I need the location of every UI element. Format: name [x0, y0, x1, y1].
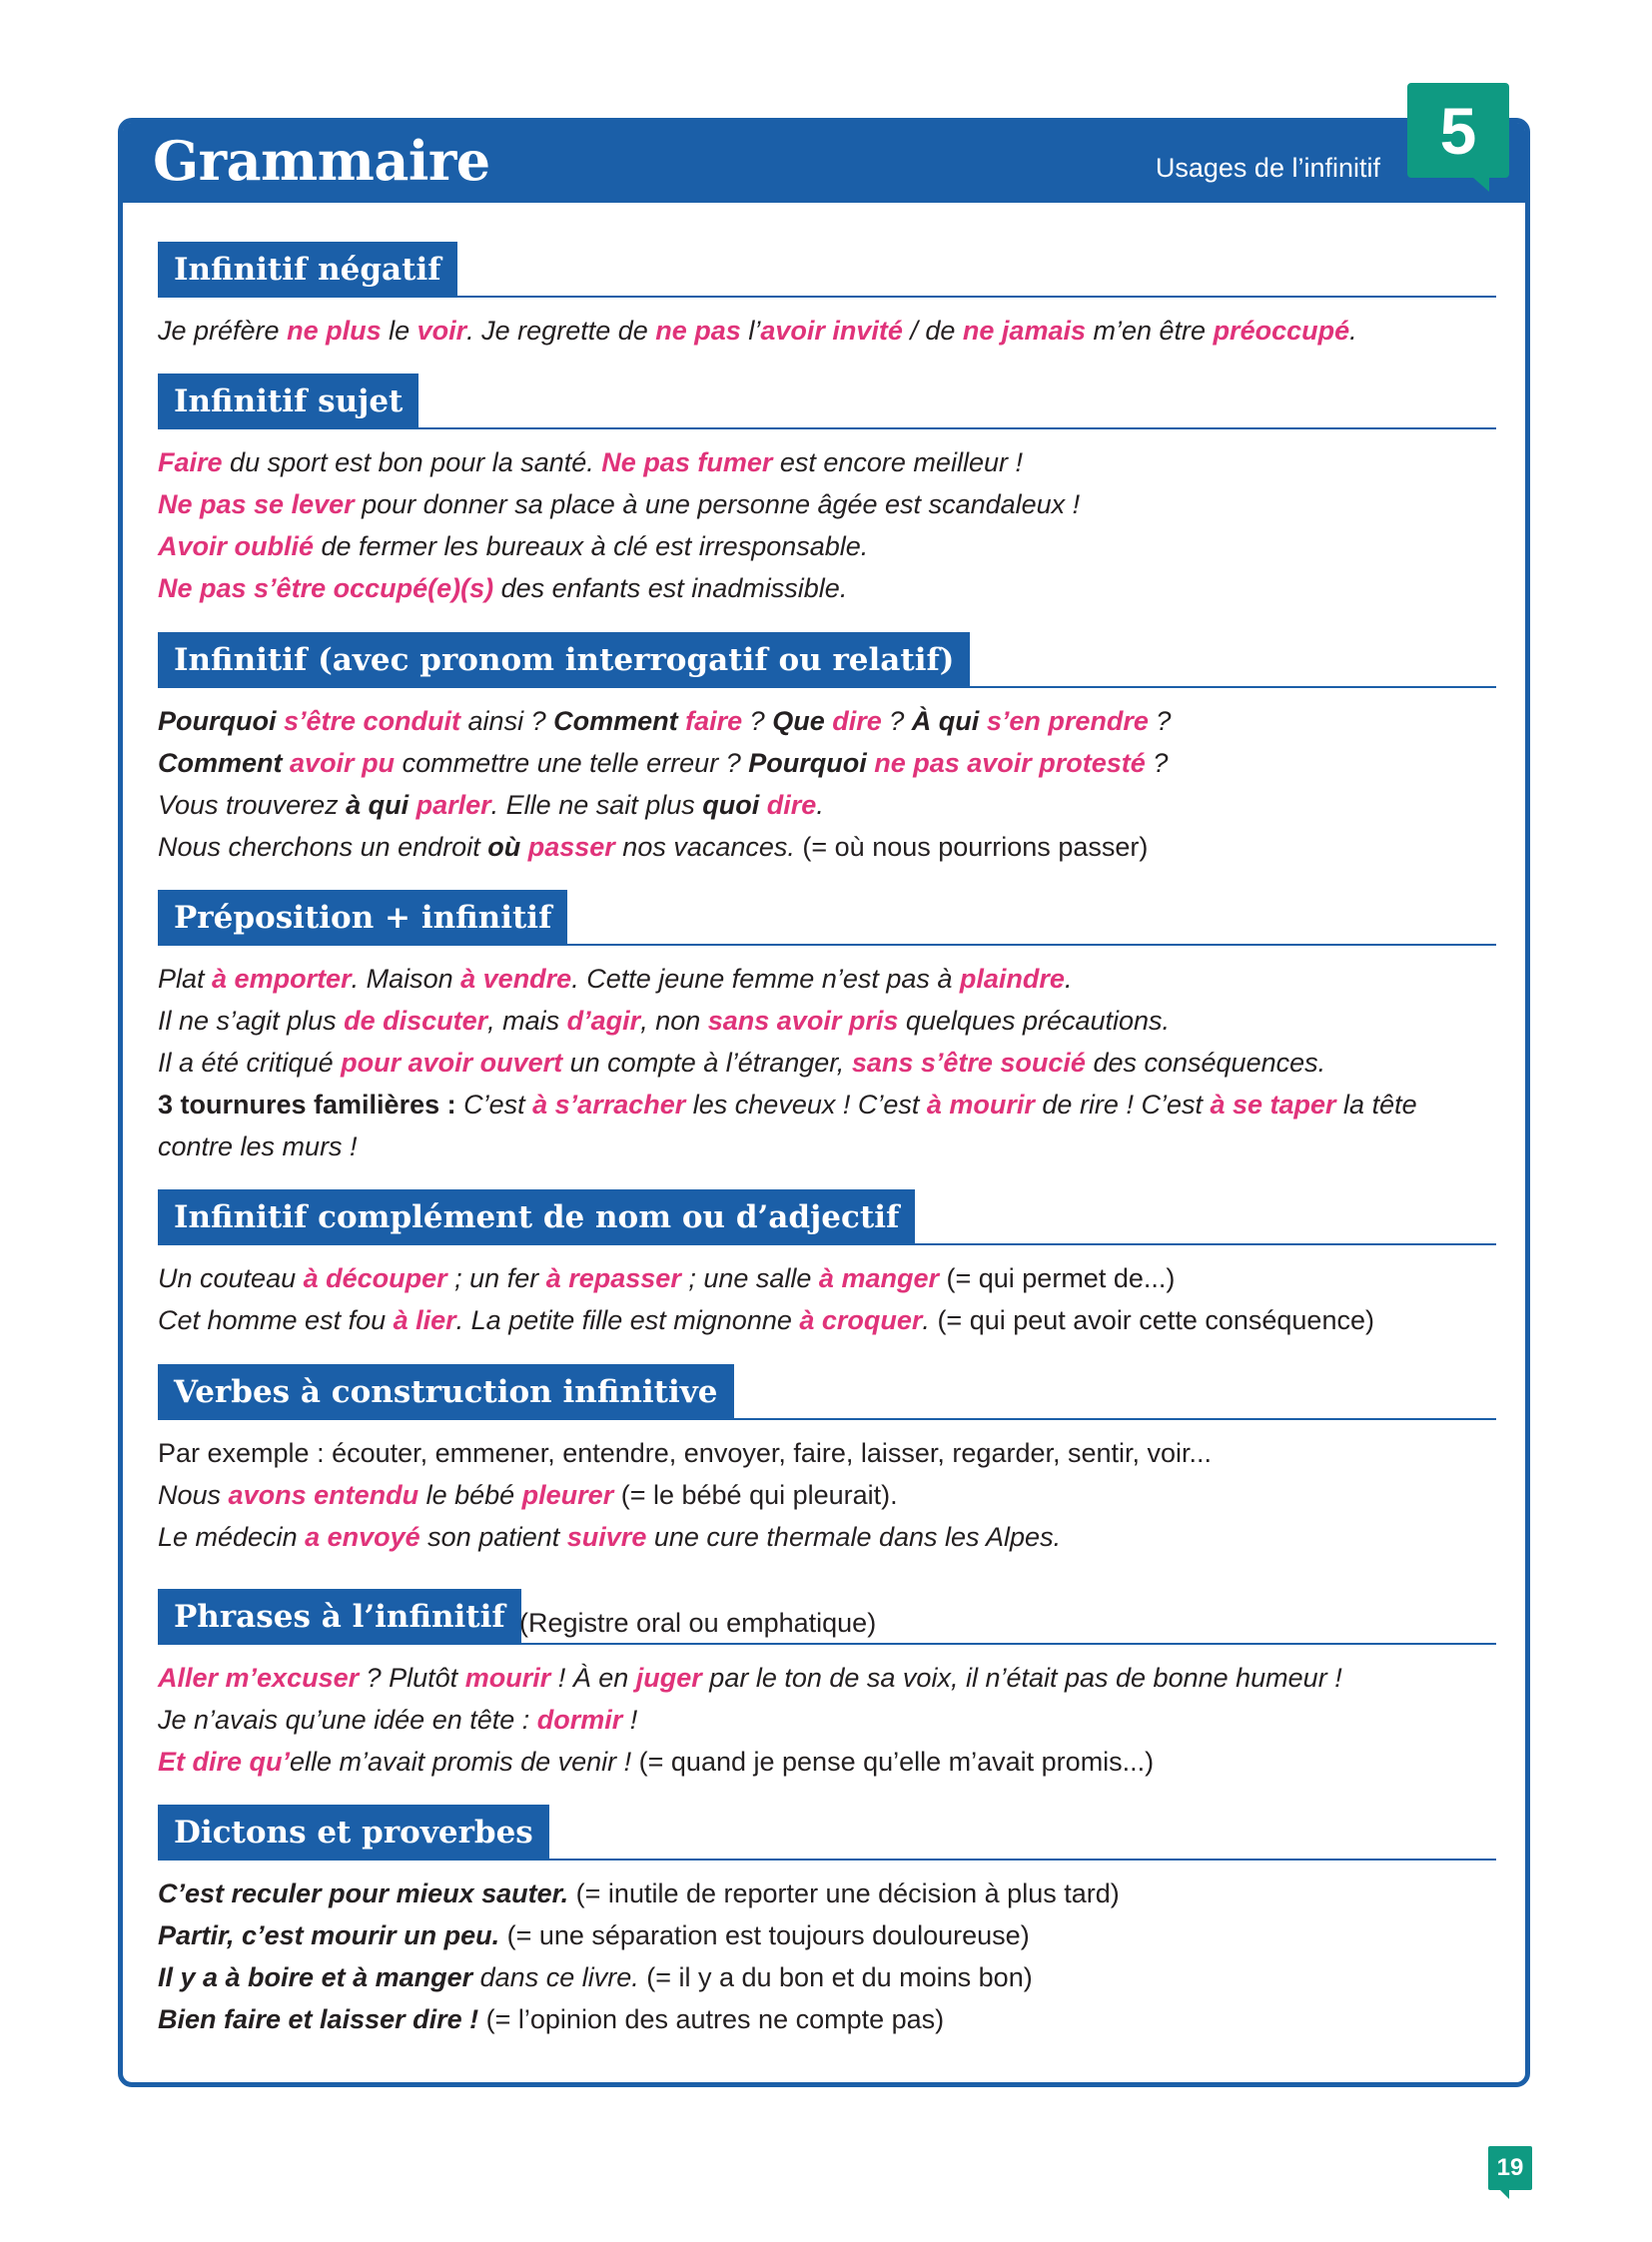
infinitive-highlight: juger — [635, 1663, 702, 1693]
infinitive-highlight: à mourir — [926, 1090, 1035, 1120]
text-segment — [678, 706, 686, 736]
text-segment: Que — [772, 706, 825, 736]
section-infinitif-pronom — [158, 632, 1496, 868]
infinitive-highlight: à manger — [818, 1263, 939, 1293]
section-complement-nom — [158, 1189, 1496, 1341]
infinitive-highlight: s’être conduit — [284, 706, 461, 736]
text-segment: C’est — [463, 1090, 533, 1120]
example-line — [158, 483, 1496, 525]
text-segment — [520, 832, 528, 862]
infinitive-highlight: ne jamais — [962, 316, 1086, 346]
infinitive-highlight: à emporter — [212, 964, 352, 994]
text-segment: Bien faire et laisser dire ! — [158, 2004, 479, 2034]
example-line — [158, 1956, 1496, 1998]
example-line — [158, 567, 1496, 609]
section-title: Infinitif sujet — [158, 374, 418, 429]
text-segment: . — [922, 1305, 938, 1335]
text-segment — [939, 1263, 947, 1293]
page-number: 19 — [1488, 2146, 1532, 2190]
infinitive-highlight: pleurer — [521, 1480, 614, 1510]
section-title: Infinitif complément de nom ou d’adjectif — [158, 1189, 915, 1245]
text-segment: à qui — [346, 790, 410, 820]
example-line — [158, 310, 1496, 352]
infinitive-highlight: dormir — [536, 1705, 623, 1735]
infinitive-highlight: à repasser — [545, 1263, 681, 1293]
section-preposition-infinitif — [158, 890, 1496, 1167]
text-segment: Pourquoi — [158, 706, 277, 736]
text-segment: , mais — [487, 1006, 567, 1036]
text-segment: une cure thermale dans les Alpes. — [646, 1522, 1062, 1552]
example-line — [158, 1257, 1496, 1299]
example-line — [158, 1000, 1496, 1042]
text-segment: Cet homme est fou — [158, 1305, 394, 1335]
text-segment: . — [1064, 964, 1073, 994]
text-segment: nos vacances. — [614, 832, 803, 862]
text-segment: , non — [640, 1006, 708, 1036]
section-dictons-proverbes — [158, 1805, 1496, 2040]
example-line — [158, 958, 1496, 1000]
text-segment: . Elle ne sait plus — [490, 790, 703, 820]
infinitive-highlight: dire — [832, 706, 882, 736]
infinitive-highlight: sans avoir pris — [707, 1006, 899, 1036]
text-segment: les cheveux ! C’est — [685, 1090, 927, 1120]
text-segment: (= une séparation est toujours douloureuse) — [499, 1920, 1030, 1950]
text-segment: . Cette jeune femme n’est pas à — [571, 964, 960, 994]
text-segment: (= il y a du bon et du moins bon) — [646, 1962, 1033, 1992]
infinitive-highlight: a envoyé — [305, 1522, 420, 1552]
example-line — [158, 1299, 1496, 1341]
text-segment: Je préfère — [158, 316, 288, 346]
text-segment: Par exemple : écouter, emmener, entendre, envoyer, faire, laisser, regarder, sentir, voir... — [158, 1438, 1213, 1468]
infinitive-highlight: mourir — [464, 1663, 551, 1693]
section-infinitif-negatif — [158, 242, 1496, 352]
text-segment: le — [381, 316, 417, 346]
section-note: (Registre oral ou emphatique) — [519, 1608, 877, 1638]
infinitive-highlight: de discuter — [344, 1006, 488, 1036]
infinitive-highlight: ne pas — [655, 316, 741, 346]
infinitive-highlight: à croquer — [799, 1305, 923, 1335]
text-segment: . — [816, 790, 824, 820]
text-segment: À qui — [911, 706, 980, 736]
infinitive-highlight: Et dire qu’ — [158, 1747, 291, 1777]
text-segment: (= inutile de reporter une décision à plus tard) — [568, 1878, 1120, 1908]
infinitive-highlight: Ne pas se lever — [158, 489, 355, 519]
text-segment: elle m’avait promis de venir ! — [290, 1747, 639, 1777]
infinitive-highlight: Avoir oublié — [158, 531, 315, 561]
infinitive-highlight: pour avoir ouvert — [341, 1048, 563, 1078]
text-segment — [409, 790, 416, 820]
text-segment — [979, 706, 987, 736]
infinitive-highlight: sans s’être soucié — [851, 1048, 1086, 1078]
text-segment: des enfants est inadmissible. — [493, 573, 848, 603]
infinitive-highlight: Faire — [158, 447, 223, 477]
text-segment: Pourquoi — [748, 748, 867, 778]
text-segment: pour donner sa place à une personne âgée est scandaleux ! — [354, 489, 1081, 519]
text-segment: ? — [881, 706, 912, 736]
example-line — [158, 1474, 1496, 1516]
text-segment — [613, 1480, 621, 1510]
example-line — [158, 1084, 1496, 1167]
infinitive-highlight: à se taper — [1210, 1090, 1336, 1120]
text-segment: ? — [742, 706, 773, 736]
example-line — [158, 1516, 1496, 1558]
infinitive-highlight: avons entendu — [228, 1480, 419, 1510]
text-segment: (= où nous pourrions passer) — [802, 832, 1149, 862]
infinitive-highlight: passer — [527, 832, 615, 862]
example-line — [158, 441, 1496, 483]
text-segment: Comment — [158, 748, 283, 778]
text-segment: Partir, c’est mourir un peu. — [158, 1920, 500, 1950]
infinitive-highlight: d’agir — [566, 1006, 641, 1036]
infinitive-highlight: à vendre — [460, 964, 572, 994]
infinitive-highlight: plaindre — [959, 964, 1065, 994]
text-segment: des conséquences. — [1085, 1048, 1326, 1078]
section-phrases-infinitif — [158, 1589, 1496, 1783]
text-segment: . — [1349, 316, 1357, 346]
example-line — [158, 742, 1496, 784]
infinitive-highlight: suivre — [566, 1522, 647, 1552]
text-segment: quoi — [702, 790, 760, 820]
text-segment: ? — [1148, 706, 1172, 736]
text-segment — [759, 790, 767, 820]
example-line — [158, 1741, 1496, 1783]
text-segment: m’en être — [1086, 316, 1214, 346]
example-line — [158, 1699, 1496, 1741]
text-segment: Nous — [158, 1480, 229, 1510]
infinitive-highlight: s’en prendre — [986, 706, 1149, 736]
text-segment: son patient — [419, 1522, 567, 1552]
example-line — [158, 784, 1496, 826]
example-line — [158, 1998, 1496, 2040]
text-segment: un compte à l’étranger, — [562, 1048, 852, 1078]
text-segment: ? Plutôt — [359, 1663, 465, 1693]
infinitive-highlight: Aller m’excuser — [158, 1663, 360, 1693]
text-segment: commettre une telle erreur ? — [395, 748, 749, 778]
text-segment: ? — [1145, 748, 1169, 778]
text-segment: ! — [622, 1705, 638, 1735]
text-segment: (= le bébé qui pleurait). — [620, 1480, 898, 1510]
infinitive-highlight: avoir pu — [290, 748, 396, 778]
text-segment: de fermer les bureaux à clé est irresponsable. — [314, 531, 869, 561]
infinitive-highlight: préoccupé — [1213, 316, 1350, 346]
text-segment: Plat — [158, 964, 213, 994]
text-segment: Un couteau — [158, 1263, 304, 1293]
text-segment: le bébé — [418, 1480, 522, 1510]
text-segment: (= qui permet de...) — [946, 1263, 1176, 1293]
example-line — [158, 1914, 1496, 1956]
infinitive-highlight: parler — [415, 790, 491, 820]
text-segment: de rire ! C’est — [1034, 1090, 1211, 1120]
section-title: Verbes à construction infinitive — [158, 1364, 734, 1420]
text-segment: Comment — [553, 706, 678, 736]
infinitive-highlight: dire — [766, 790, 817, 820]
example-line — [158, 700, 1496, 742]
text-segment: (= quand je pense qu’elle m’avait promis...) — [638, 1747, 1155, 1777]
text-segment: . Je regrette de — [466, 316, 656, 346]
text-segment: l’ — [740, 316, 761, 346]
text-segment: Il y a à boire et à manger — [158, 1962, 473, 1992]
text-segment: quelques précautions. — [898, 1006, 1171, 1036]
section-infinitif-sujet — [158, 374, 1496, 609]
text-segment: dans ce livre. — [472, 1962, 647, 1992]
text-segment: (= l’opinion des autres ne compte pas) — [478, 2004, 945, 2034]
section-title: Infinitif négatif — [158, 242, 457, 298]
infinitive-highlight: à s’arracher — [532, 1090, 686, 1120]
infinitive-highlight: ne pas avoir protesté — [874, 748, 1146, 778]
infinitive-highlight: faire — [685, 706, 743, 736]
section-title: Préposition + infinitif — [158, 890, 567, 946]
text-segment: ; un fer — [446, 1263, 546, 1293]
infinitive-highlight: avoir invité — [760, 316, 903, 346]
text-segment: Je n’avais qu’une idée en tête : — [158, 1705, 537, 1735]
example-line — [158, 525, 1496, 567]
text-segment: . La petite fille est mignonne — [455, 1305, 800, 1335]
text-segment: / de — [902, 316, 963, 346]
text-segment: Il ne s’agit plus — [158, 1006, 345, 1036]
infinitive-highlight: Ne pas fumer — [601, 447, 773, 477]
text-segment: (= qui peut avoir cette conséquence) — [937, 1305, 1374, 1335]
text-segment: Le médecin — [158, 1522, 306, 1552]
text-segment: . Maison — [351, 964, 461, 994]
text-segment — [283, 748, 291, 778]
infinitive-highlight: Ne pas s’être occupé(e)(s) — [158, 573, 494, 603]
text-segment: la tête contre les murs ! — [158, 1090, 1417, 1161]
section-title: Dictons et proverbes — [158, 1805, 549, 1861]
section-verbes-construction — [158, 1364, 1496, 1558]
text-segment: ainsi ? — [460, 706, 554, 736]
text-segment: Vous trouverez — [158, 790, 347, 820]
text-segment — [276, 706, 284, 736]
text-segment: du sport est bon pour la santé. — [222, 447, 602, 477]
page-title: Grammaire — [153, 129, 490, 193]
section-title: Infinitif (avec pronom interrogatif ou relatif) — [158, 632, 970, 688]
example-line — [158, 1657, 1496, 1699]
page-subtitle: Usages de l’infinitif — [1155, 153, 1380, 183]
text-segment: où — [487, 832, 521, 862]
text-segment: par le ton de sa voix, il n’était pas de bonne humeur ! — [701, 1663, 1342, 1693]
chapter-badge: 5 — [1407, 83, 1509, 178]
infinitive-highlight: voir — [416, 316, 467, 346]
section-title: Phrases à l’infinitif — [158, 1589, 521, 1645]
text-segment: est encore meilleur ! — [772, 447, 1023, 477]
text-segment: ; une salle — [680, 1263, 819, 1293]
example-line — [158, 1432, 1496, 1474]
infinitive-highlight: ne plus — [287, 316, 382, 346]
text-segment: 3 tournures familières : — [158, 1090, 464, 1120]
infinitive-highlight: à lier — [393, 1305, 456, 1335]
text-segment: Nous cherchons un endroit — [158, 832, 488, 862]
example-line — [158, 1872, 1496, 1914]
text-segment: C’est reculer pour mieux sauter. — [158, 1878, 569, 1908]
example-line — [158, 826, 1496, 868]
infinitive-highlight: à découper — [303, 1263, 447, 1293]
text-segment: ! À en — [550, 1663, 636, 1693]
card-header — [123, 123, 1525, 203]
text-segment: Il a été critiqué — [158, 1048, 342, 1078]
example-line — [158, 1042, 1496, 1084]
